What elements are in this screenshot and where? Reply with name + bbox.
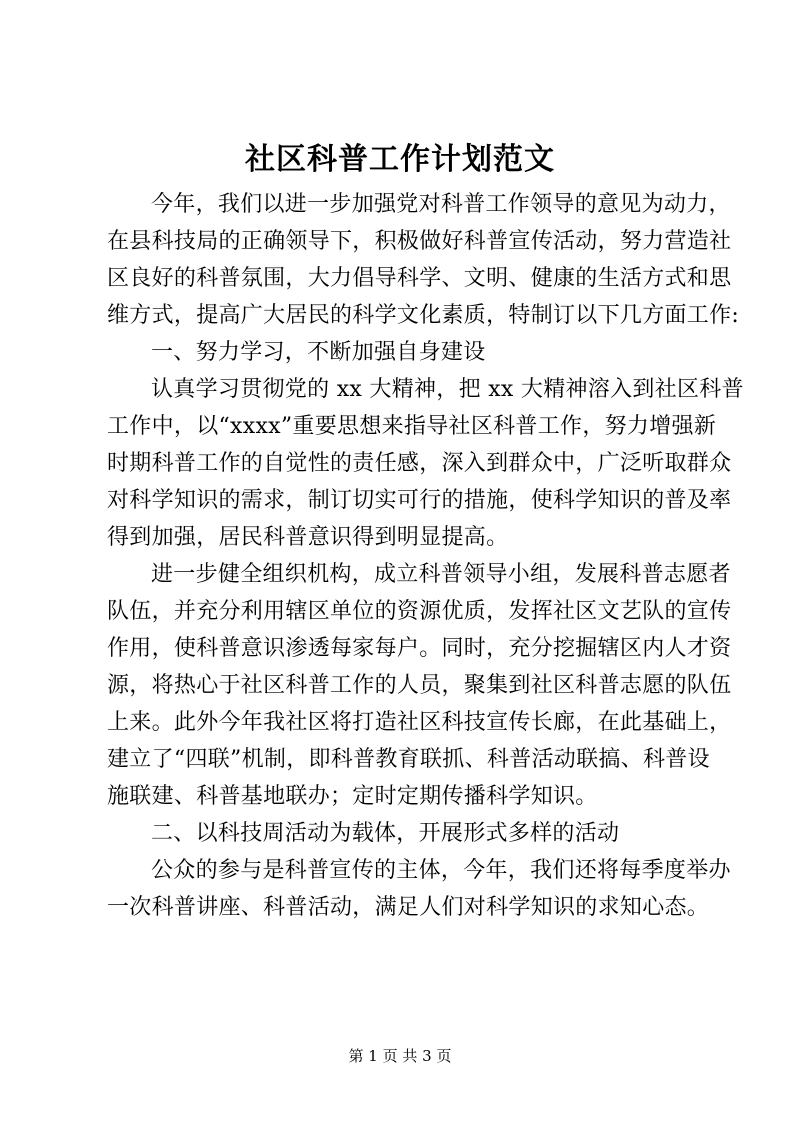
paragraph-line: 上来。此外今年我社区将打造社区科技宣传长廊，在此基础上，: [107, 710, 732, 735]
paragraph-line: 一次科普讲座、科普活动，满足人们对科学知识的求知心态。: [107, 895, 710, 920]
paragraph-line: 在县科技局的正确领导下，积极做好科普宣传活动，努力营造社: [107, 229, 732, 254]
paragraph-line: 今年，我们以进一步加强党对科普工作领导的意见为动力，: [151, 192, 731, 217]
paragraph-line: 工作中，以“xxxx”重要思想来指导社区科普工作，努力增强新: [107, 414, 717, 439]
paragraph-line: 队伍，并充分利用辖区单位的资源优质，发挥社区文艺队的宣传: [107, 599, 732, 624]
paragraph-line: 对科学知识的需求，制订切实可行的措施，使科学知识的普及率: [107, 488, 732, 513]
section-heading: 一、努力学习，不断加强自身建设: [151, 340, 486, 365]
paragraph-line: 建立了“四联”机制，即科普教育联抓、科普活动联搞、科普设: [107, 747, 710, 772]
section-heading: 二、以科技周活动为载体，开展形式多样的活动: [151, 821, 620, 846]
paragraph-line: 源，将热心于社区科普工作的人员，聚集到社区科普志愿的队伍: [107, 673, 732, 698]
paragraph-line: 时期科普工作的自觉性的责任感，深入到群众中，广泛听取群众: [107, 451, 732, 476]
paragraph-line: 认真学习贯彻党的 xx 大精神，把 xx 大精神溶入到社区科普: [151, 377, 744, 402]
paragraph-line: 公众的参与是科普宣传的主体，今年，我们还将每季度举办: [151, 858, 731, 883]
paragraph-line: 区良好的科普氛围，大力倡导科学、文明、健康的生活方式和思: [107, 266, 732, 291]
paragraph-line: 施联建、科普基地联办；定时定期传播科学知识。: [107, 784, 598, 809]
page-number-footer: 第 1 页 共 3 页: [348, 1047, 452, 1065]
paragraph-line: 作用，使科普意识渗透每家每户。同时，充分挖掘辖区内人才资: [107, 636, 732, 661]
document-body: [107, 186, 744, 926]
paragraph-line: 维方式，提高广大居民的科学文化素质，特制订以下几方面工作:: [107, 303, 740, 328]
paragraph-line: 进一步健全组织机构，成立科普领导小组，发展科普志愿者: [151, 562, 731, 587]
document-title: 社区科普工作计划范文: [245, 142, 555, 177]
paragraph-line: 得到加强，居民科普意识得到明显提高。: [107, 525, 509, 550]
